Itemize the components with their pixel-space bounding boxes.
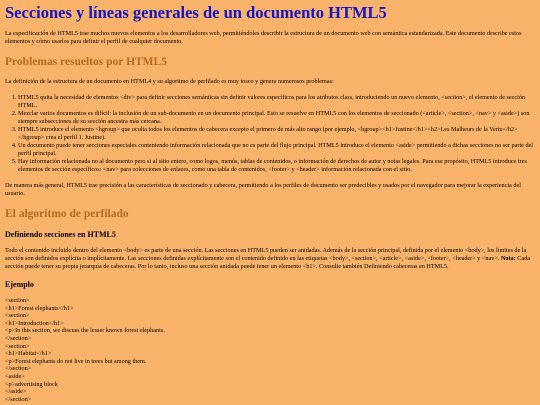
list-item: 4. Un documento puede tener secciones especiales conteniendo información relacionada que no es parte del flujo principal. HTML5 introduce el elemento <aside> permitiendo a dichas secciones no ser parte del perfil principal. (18, 142, 535, 158)
subheading-example: Ejemplo (5, 280, 34, 289)
code-line: <p>In this section, we discuss the lesser known forest elephants. (5, 327, 165, 335)
code-line: <h1>Habitat</h1> (5, 350, 52, 358)
code-line: </section> (5, 395, 32, 403)
code-line: <section> (5, 297, 30, 304)
note-text: Cada sección puede tener su propia jerarquía de cabeceras. Por lo tanto, incluso una sección anidada puede tener un elemento <h1>. Consulte también Definiendo cabeceras en HTML5. (5, 255, 530, 270)
section-heading-problems: Problemas resueltos por HTML5 (5, 56, 167, 68)
problems-summary: De manera más general, HTML5 trae precisión a las características de seccionado y cabecera, permitiendo a los perfiles de documento ser predecibles y usados por el navegador para mejorar la experiencia del usuario. (5, 182, 521, 197)
code-line: </section> (5, 334, 32, 342)
intro-paragraph: La especificación de HTML5 trae muchos nuevos elementos a los desarrolladores web, permitiéndoles describir la estructura de un documento web con semántica estandarizada. Este documento describe estos elementos y cómo usarlos para definir el perfil de cualquier documento. (5, 30, 522, 45)
code-line: <section> (5, 312, 30, 320)
subheading-defining-sections: Definiendo secciones en HTML5 (5, 230, 116, 239)
code-line: <aside> (5, 372, 25, 380)
section-heading-algorithm: El algoritmo de perfilado (5, 208, 129, 220)
code-line: </section> (5, 365, 32, 373)
list-item: 2. Mezclar varios documentos es difícil: la inclusión de un sub-documento en un documento principal. Esto se resuelve en HTML5 con los elementos de seccionado (<article>, <section>, <nav> y <aside>) son siempre subsecciones de su sección ancestra más cercana. (18, 110, 535, 126)
example-code-block (5, 297, 535, 403)
problems-lead: La definición de la estructura de un documento en HTML4 y su algoritmo de perfilado es muy tosco y genera numerosos problemas: (5, 78, 334, 85)
code-line: <p>advertising block (5, 380, 58, 388)
code-line: <section> (5, 342, 30, 350)
code-line: </aside> (5, 388, 27, 396)
defining-sections-text: Todo el contenido incluido dentro del elemento <body> es parte de una sección. Las secciones en HTML5 pueden ser anidadas. Además de la sección principal, definida por el elemento <body>, los límites de la sección son definidos explícita o implícitamente. Las secciones definidas explícitamente son el contenido definido en las etiquetas <body>, <section>, <article>, <aside>, <footer>, <header> y <nav>. (5, 247, 527, 262)
list-item: 5. Hay información relacionada no al documento pero si al sitio entero, como logos, menús, tablas de contenidos, o información de derechos de autor y notas legales. Para ese propósito, HTML5 introduce tres elementos de sección específicos: <nav> para colecciones de enlaces, como una tabla de contenidos, <footer> y <header> información relacionada con el sitio. (18, 158, 535, 174)
code-line: <p>Forest elephants do not live in trees but among them. (5, 357, 147, 365)
list-item: 3. HTML5 introduce el elemento <hgroup> que oculta todos los elementos de cabecera excepto el primero de más alto rango (por ejemplo, <hgroup><h1>Justine</h1><h2>Les Malheurs de la Vertu</h2></hgroup> crea el perfil 1. Justine). (18, 126, 535, 142)
defining-sections-paragraph (5, 247, 535, 271)
problems-list (5, 94, 535, 174)
list-item: 1. HTML5 quita la necesidad de elementos <div> para definir secciones semánticas sin definir valores específicos para los atributos class, introduciendo un nuevo elemento, <section>, el elemento de sección HTML. (18, 94, 535, 110)
code-line: <h1>Forest elephants</h1> (5, 304, 74, 312)
code-line: <h1>Introduction</h1> (5, 319, 64, 327)
page-title: Secciones y líneas generales de un documento HTML5 (5, 3, 387, 22)
note-label: Nota: (500, 255, 516, 262)
